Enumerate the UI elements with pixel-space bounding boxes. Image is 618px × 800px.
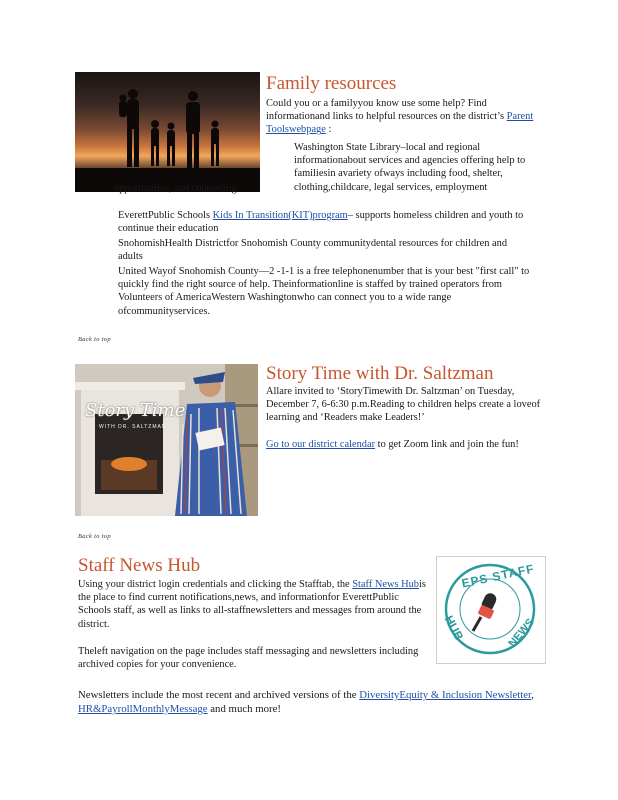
story-image-subtitle: WITH DR. SALTZMAN	[99, 424, 167, 430]
resource-item-kit	[96, 209, 532, 235]
resource-item-text: United Wayof Snohomish County—2 -1-1 is a free telephonenumber that is your best "first call" to quickly find the right source of help. Theinformationline is staffed by trained operators from Volunteers of AmericaWestern Washingtonwho can connect you to a wide range ofcommunityservices.	[118, 266, 530, 317]
story-image-title: Story Time	[85, 400, 186, 421]
hub-logo-right-text: NEWS	[506, 616, 537, 650]
staff-news-hub-link[interactable]: Staff News Hub	[352, 579, 419, 590]
kit-pre-text: EverettPublic Schools	[118, 210, 213, 221]
family-intro	[266, 97, 538, 137]
family-intro-colon: :	[325, 124, 332, 136]
story-time-calendar-line	[266, 438, 546, 451]
eps-staff-news-hub-logo	[436, 556, 546, 664]
hub-post-text: is the place to find current notifications,news, and informationfor EverettPublic Schools staff, as well as links to all-staffnewsletters and messages from around the district.	[78, 579, 426, 630]
story-time-photo	[75, 364, 258, 516]
parent-tools-link[interactable]: Parent Toolswebpage	[266, 111, 534, 136]
bullet-icon	[96, 265, 118, 278]
story-time-illustration	[75, 364, 258, 516]
calendar-post-text: to get Zoom link and join the fun!	[375, 439, 519, 450]
kit-post-text: – supports homeless children and youth to continue their education	[118, 210, 524, 235]
newsletters-pre-text: Newsletters include the most recent and archived versions of the	[78, 689, 360, 701]
dei-newsletter-link[interactable]: DiversityEquity & Inclusion Newsletter	[359, 689, 532, 701]
newsletters-paragraph	[78, 688, 540, 716]
hub-pre-text: Using your district login credentials and clicking the Stafftab, the	[78, 579, 353, 590]
resource-item-health-district	[96, 237, 532, 263]
resource-item-tail: opportunities, and counseling	[114, 183, 237, 194]
family-silhouette-photo	[75, 72, 260, 192]
hub-logo-left-text: HUB	[441, 613, 467, 643]
hub-description	[78, 578, 428, 631]
family-silhouette-illustration	[75, 72, 260, 192]
family-intro-text: Could you or a familyyou know use some help? Find informationand links to helpful resources on the district’s	[266, 98, 507, 123]
story-time-description: Allare invited to ‘StoryTimewith Dr. Saltzman’ on Tuesday, December 7, 6-6:30 p.m.Reading to children helps create a loveof learning and ‘Readers make Leaders!’	[266, 386, 541, 424]
resource-item-united-way	[96, 265, 532, 318]
bullet-icon	[96, 209, 118, 222]
newsletters-separator: ,	[531, 689, 534, 701]
bullet-icon	[96, 237, 118, 250]
newsletters-post-text: and much more!	[207, 703, 282, 715]
back-to-top-link[interactable]: Back to top	[78, 336, 111, 343]
bullet-icon	[266, 141, 288, 154]
resource-item-text: SnohomishHealth Districtfor Snohomish County communitydental resources for children and adults	[118, 238, 508, 263]
district-calendar-link[interactable]: Go to our district calendar	[266, 439, 376, 450]
hub-logo-top-text: EPS STAFF	[460, 561, 536, 591]
hr-payroll-message-link[interactable]: HR&PayrollMonthlyMessage	[78, 703, 208, 715]
staff-news-hub-heading: Staff News Hub	[78, 555, 201, 576]
kit-program-link[interactable]: Kids In Transition(KIT)program	[212, 210, 348, 221]
story-time-heading: Story Time with Dr. Saltzman	[266, 363, 494, 384]
hub-navigation-text: Theleft navigation on the page includes staff messaging and newsletters including archived copies for your convenience.	[78, 646, 419, 671]
resource-item-text: Washington State Library–local and regional informationabout services and agencies offering help to familiesin avariety ofways including food, shelter, clothing,childcare, legal services, employment	[294, 142, 526, 193]
back-to-top-link[interactable]: Back to top	[78, 533, 111, 540]
resource-item-text	[118, 209, 532, 235]
family-resources-heading: Family resources	[266, 73, 397, 94]
